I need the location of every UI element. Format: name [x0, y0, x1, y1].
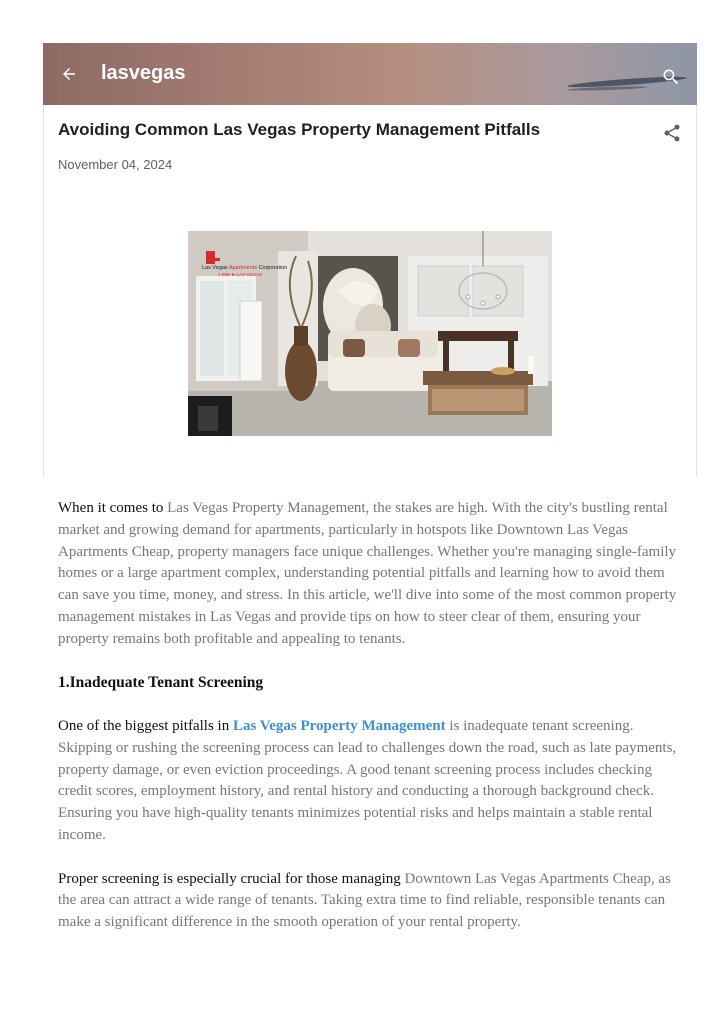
paragraph-intro [58, 498, 682, 651]
back-button[interactable] [57, 62, 81, 86]
site-title[interactable]: lasvegas [101, 62, 186, 84]
downtown-lead: Proper screening is especially crucial for those managing [58, 870, 405, 887]
property-management-link[interactable]: Las Vegas Property Management [232, 717, 446, 734]
intro-text: Las Vegas Property Management, the stakes are high. With the city's bustling rental market and growing demand for apartments, particularly in hotspots like Downtown Las Vegas Apartments Cheap, property managers face unique challenges. Whether you're managing single-family homes or a large apartment complex, understanding potential pitfalls and learning how to avoid them can save you time, money, and stress. In this article, we'll dive into some of the most common property management mistakes in Las Vegas and provide tips on how to steer clear of them, ensuring your property remains both profitable and appealing to tenants. [58, 500, 677, 647]
search-icon [661, 67, 681, 87]
search-button[interactable] [659, 65, 683, 89]
downtown-text: Downtown Las Vegas Apartments Cheap, as the area can attract a wide range of tenants. Taking extra time to find reliable, responsible tenants can make a significant difference in the smooth operation of your rental property. [58, 870, 671, 931]
arrow-back-icon [60, 65, 78, 83]
header-bar [43, 43, 697, 105]
intro-lead: When it comes to [58, 500, 168, 516]
hero-image[interactable] [188, 231, 552, 436]
paragraph-downtown [58, 869, 682, 934]
post-card [43, 43, 697, 958]
post-body [58, 498, 682, 956]
post-title: Avoiding Common Las Vegas Property Management Pitfalls [58, 120, 541, 139]
hero-logo-line1: Las Vegas Apartments Corporation [202, 265, 288, 271]
share-button[interactable] [661, 122, 683, 144]
paragraph-screening [58, 716, 682, 847]
screening-lead: One of the biggest pitfalls in [58, 717, 233, 734]
hero-logo-line2: 1-888-★-LAS-VEGAS [218, 272, 263, 277]
screening-text: is inadequate tenant screening. Skipping or rushing the screening process can lead to challenges down the road, such as late payments, property damage, or even eviction proceedings. A good tenant screening process includes checking credit scores, employment history, and rental history and conducting a thorough background check. Ensuring you have high-quality tenants minimizes potential risks and helps maintain a stable rental income. [58, 717, 677, 843]
living-room-illustration [188, 231, 552, 436]
section-heading: 1.Inadequate Tenant Screening [58, 674, 264, 692]
share-icon [662, 123, 682, 143]
post-date: November 04, 2024 [58, 157, 173, 172]
